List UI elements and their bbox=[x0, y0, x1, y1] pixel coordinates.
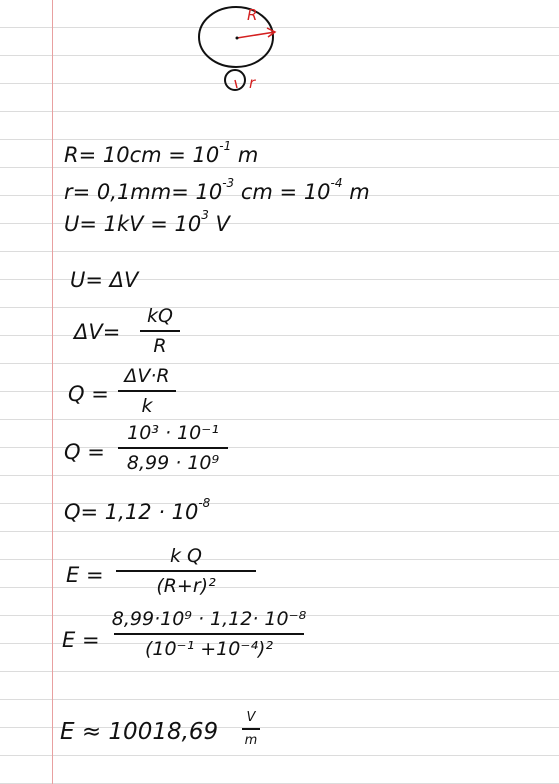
step-q2-lhs: Q = bbox=[64, 440, 105, 464]
unit-denominator: m bbox=[244, 732, 258, 748]
fraction-denominator: 8,99 · 10⁹ bbox=[126, 451, 220, 474]
given-r: $r= 0,1mm= 10^{-3}$ cm = $10^{-4}$ m bbox=[64, 176, 370, 204]
fraction-bar bbox=[118, 390, 176, 392]
fraction-numerator: 8,99·10⁹ · 1,12· 10⁻⁸ bbox=[111, 608, 307, 630]
fraction-denominator: (10⁻¹ +10⁻⁴)² bbox=[144, 637, 274, 660]
fraction-denominator: (R+r)² bbox=[156, 574, 216, 597]
step-q-result: $Q= 1,12 \cdot 10^{-8}$ bbox=[64, 496, 211, 524]
fraction-numerator: k Q bbox=[170, 545, 202, 567]
step-q1-lhs: Q = bbox=[68, 382, 109, 406]
unit-bar bbox=[242, 728, 260, 730]
spheres-sketch bbox=[195, 0, 295, 100]
fraction-numerator: ΔV·R bbox=[124, 365, 170, 387]
unit-numerator: V bbox=[246, 710, 256, 725]
fraction-bar bbox=[114, 633, 304, 635]
fraction-q-numeric bbox=[118, 422, 228, 474]
given-U: $U= 1kV = 10^3$ V bbox=[64, 208, 230, 236]
step-e2-lhs: E = bbox=[62, 628, 100, 652]
fraction-bar bbox=[118, 447, 228, 449]
fraction-dvr-over-k bbox=[118, 365, 176, 417]
fraction-denominator: R bbox=[153, 334, 167, 357]
given-R: $R= 10cm = 10^{-1}$ m bbox=[64, 139, 259, 167]
result-unit bbox=[240, 710, 262, 748]
fraction-kq-over-r bbox=[140, 305, 180, 357]
big-radius-label: R bbox=[247, 6, 258, 24]
fraction-numerator: 10³ · 10⁻¹ bbox=[127, 422, 219, 444]
step-dv-lhs: ΔV= bbox=[74, 320, 121, 344]
fraction-bar bbox=[140, 330, 180, 332]
page-margin-line bbox=[52, 0, 53, 784]
small-radius-arrow bbox=[235, 80, 237, 88]
final-result: E ≈ 10018,69 bbox=[60, 719, 219, 745]
fraction-numerator: kQ bbox=[147, 305, 173, 327]
big-radius-arrow bbox=[237, 32, 275, 38]
small-radius-label: r bbox=[249, 74, 256, 92]
center-dot bbox=[236, 37, 239, 40]
fraction-denominator: k bbox=[141, 394, 153, 417]
step-e1-lhs: E = bbox=[66, 563, 104, 587]
fraction-e-numeric bbox=[111, 608, 307, 660]
fraction-bar bbox=[116, 570, 256, 572]
fraction-kq-over-rr bbox=[116, 545, 256, 597]
step-u-equals-dv: U= ΔV bbox=[70, 268, 139, 292]
